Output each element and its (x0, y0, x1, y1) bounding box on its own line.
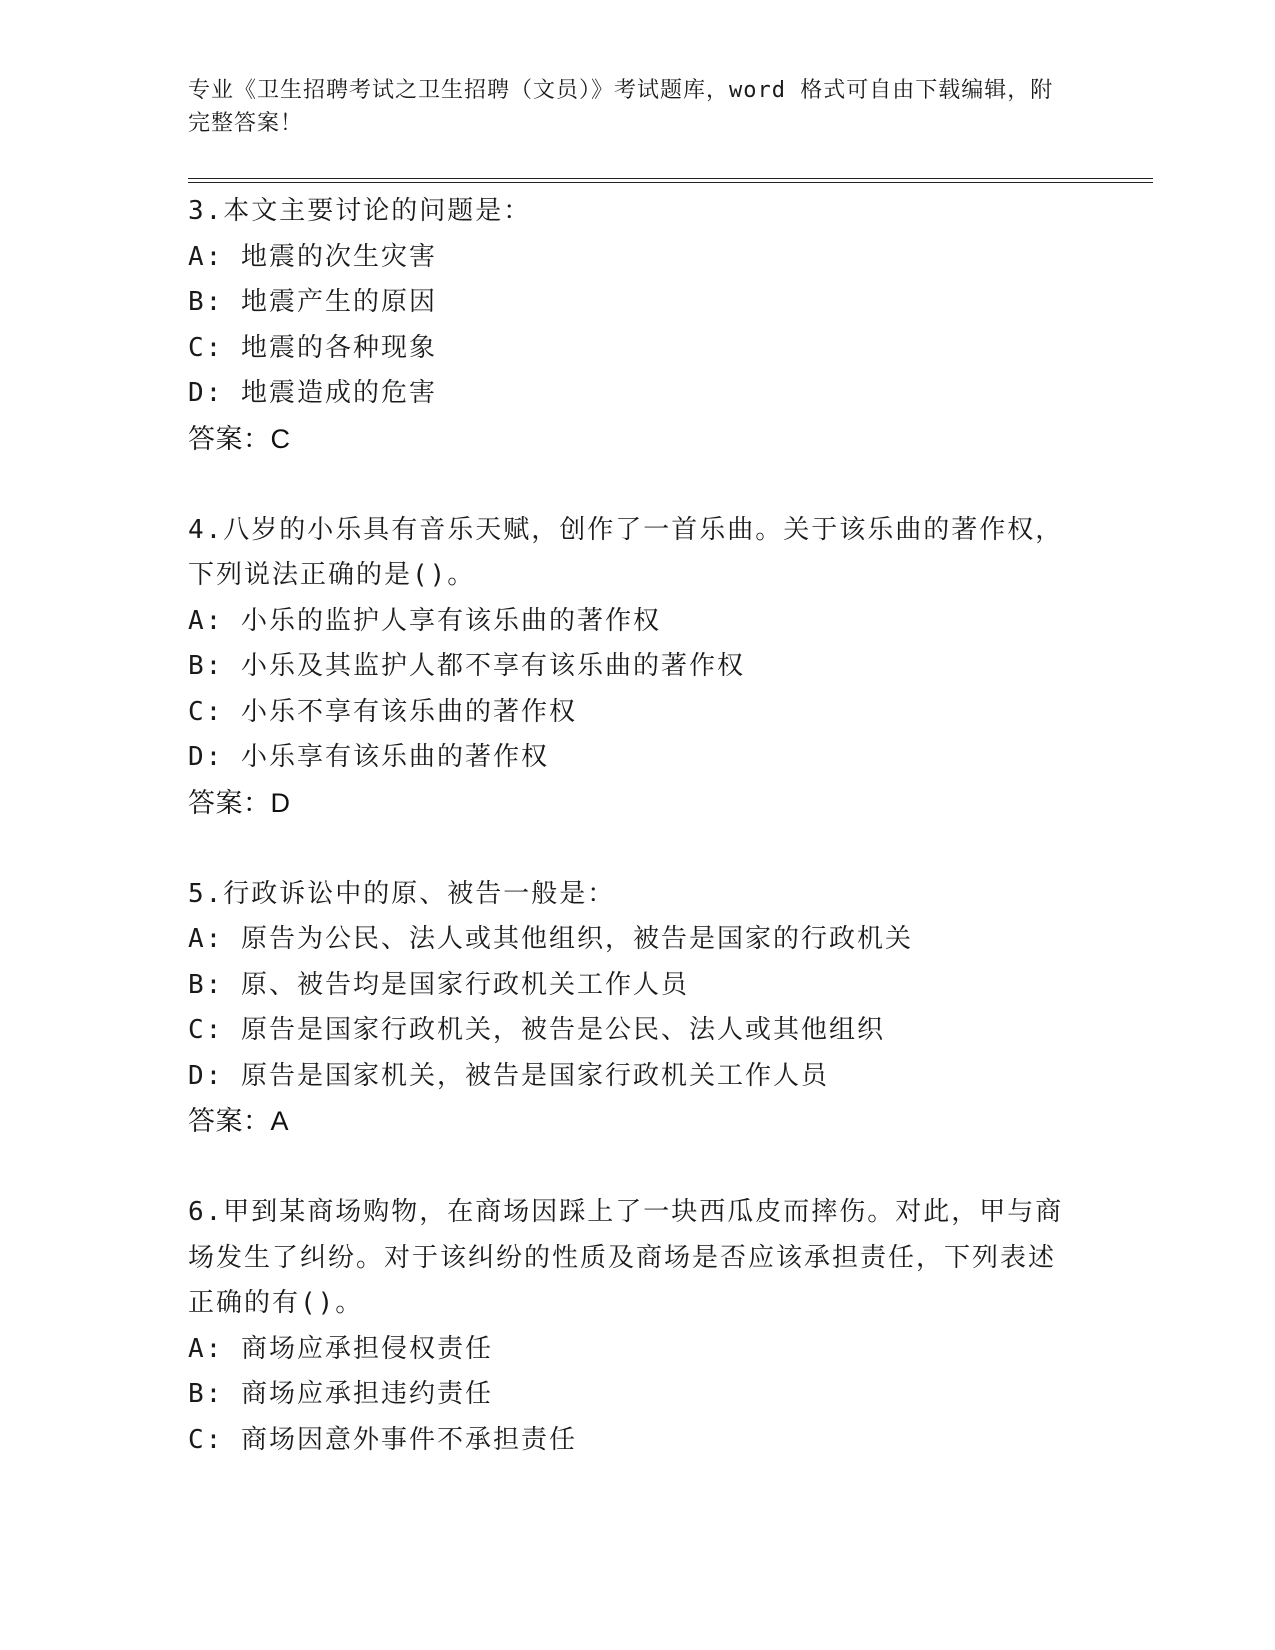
question-list (188, 189, 1068, 1463)
answer-label: 答案：D (188, 787, 291, 818)
question-6 (188, 1190, 1068, 1463)
question-spacer (188, 462, 1068, 508)
option-d: D: 地震造成的危害 (188, 378, 437, 408)
document-header: 专业《卫生招聘考试之卫生招聘（文员）》考试题库，word 格式可自由下载编辑，附完整答案！ (188, 78, 1054, 136)
question-stem: 4.八岁的小乐具有音乐天赋，创作了一首乐曲。关于该乐曲的著作权，下列说法正确的是()。 (188, 514, 1064, 590)
option-d: D: 原告是国家机关，被告是国家行政机关工作人员 (188, 1060, 829, 1091)
question-stem: 3.本文主要讨论的问题是： (188, 196, 532, 226)
option-c: C: 商场因意外事件不承担责任 (188, 1424, 577, 1455)
option-b: B: 地震产生的原因 (188, 287, 437, 317)
question-stem: 6.甲到某商场购物，在商场因踩上了一块西瓜皮而摔伤。对此，甲与商场发生了纠纷。对于该纠纷的性质及商场是否应该承担责任，下列表述正确的有()。 (188, 1197, 1064, 1318)
question-3 (188, 189, 1068, 462)
question-5 (188, 872, 1068, 1145)
option-d: D: 小乐享有该乐曲的著作权 (188, 742, 549, 772)
option-a: A: 商场应承担侵权责任 (188, 1333, 493, 1364)
header-rule-top (188, 178, 1153, 179)
option-c: C: 地震的各种现象 (188, 332, 437, 363)
header-rule-bottom (188, 182, 1153, 183)
answer-label: 答案：C (188, 423, 291, 454)
option-c: C: 小乐不享有该乐曲的著作权 (188, 696, 577, 727)
question-stem: 5.行政诉讼中的原、被告一般是： (188, 878, 616, 909)
option-c: C: 原告是国家行政机关，被告是公民、法人或其他组织 (188, 1015, 885, 1045)
option-b: B: 原、被告均是国家行政机关工作人员 (188, 969, 689, 1000)
option-a: A: 地震的次生灾害 (188, 241, 437, 272)
question-4 (188, 508, 1068, 827)
option-a: A: 小乐的监护人享有该乐曲的著作权 (188, 605, 661, 636)
option-b: B: 商场应承担违约责任 (188, 1379, 493, 1409)
option-b: B: 小乐及其监护人都不享有该乐曲的著作权 (188, 651, 745, 681)
question-spacer (188, 826, 1068, 872)
question-spacer (188, 1145, 1068, 1191)
answer-label: 答案：A (188, 1106, 290, 1136)
option-a: A: 原告为公民、法人或其他组织，被告是国家的行政机关 (188, 924, 913, 954)
